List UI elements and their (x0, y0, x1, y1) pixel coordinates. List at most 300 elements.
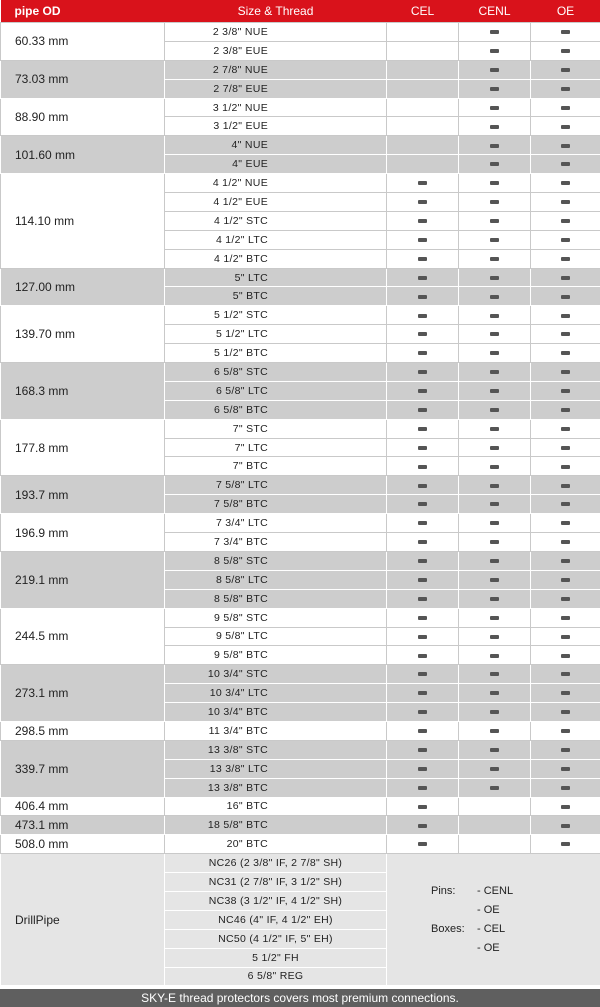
availability-mark-icon (418, 654, 427, 658)
cenl-cell (459, 759, 531, 778)
thread-cell: 9 5/8" STC (165, 608, 387, 627)
table-row (1, 551, 600, 570)
pipe-od-cell: 473.1 mm (1, 816, 165, 835)
pipe-od-cell: 101.60 mm (1, 136, 165, 174)
oe-cell (531, 476, 600, 495)
availability-mark-icon (561, 502, 570, 506)
cenl-cell (459, 306, 531, 325)
availability-mark-icon (490, 30, 499, 34)
pipe-od-cell: 196.9 mm (1, 514, 165, 552)
cenl-cell (459, 495, 531, 514)
drillpipe-row (1, 854, 600, 873)
oe-cell (531, 79, 600, 98)
thread-cell: 4 1/2" EUE (165, 193, 387, 212)
oe-cell (531, 438, 600, 457)
oe-cell (531, 797, 600, 816)
availability-mark-icon (418, 786, 427, 790)
cel-cell (387, 684, 459, 703)
thread-cell: 5 1/2" STC (165, 306, 387, 325)
cenl-cell (459, 174, 531, 193)
oe-cell (531, 98, 600, 117)
drillpipe-thread-cell: NC46 (4" IF, 4 1/2" EH) (165, 910, 387, 929)
thread-cell: 13 3/8" LTC (165, 759, 387, 778)
pipe-od-cell: 339.7 mm (1, 740, 165, 797)
oe-cell (531, 703, 600, 722)
pipe-od-cell: 114.10 mm (1, 174, 165, 268)
thread-cell: 6 5/8" STC (165, 363, 387, 382)
pipe-od-cell: 139.70 mm (1, 306, 165, 363)
cenl-cell (459, 570, 531, 589)
cenl-cell (459, 627, 531, 646)
availability-mark-icon (490, 672, 499, 676)
availability-mark-icon (561, 200, 570, 204)
table-row (1, 797, 600, 816)
oe-cell (531, 344, 600, 363)
col-pipe-od: pipe OD (1, 0, 165, 23)
availability-mark-icon (561, 597, 570, 601)
table-row (1, 363, 600, 382)
availability-mark-icon (418, 295, 427, 299)
cenl-cell (459, 703, 531, 722)
table-row (1, 419, 600, 438)
availability-mark-icon (418, 710, 427, 714)
availability-mark-icon (418, 578, 427, 582)
cel-cell (387, 381, 459, 400)
oe-cell (531, 23, 600, 42)
pipe-od-cell: 177.8 mm (1, 419, 165, 476)
cel-cell (387, 41, 459, 60)
availability-mark-icon (418, 805, 427, 809)
table-row (1, 608, 600, 627)
cenl-cell (459, 400, 531, 419)
thread-cell: 9 5/8" LTC (165, 627, 387, 646)
availability-mark-icon (418, 465, 427, 469)
oe-cell (531, 193, 600, 212)
col-cel: CEL (387, 0, 459, 23)
availability-mark-icon (561, 162, 570, 166)
oe-cell (531, 514, 600, 533)
cel-cell (387, 79, 459, 98)
thread-cell: 4 1/2" LTC (165, 230, 387, 249)
pipe-od-cell: 73.03 mm (1, 60, 165, 98)
cel-cell (387, 400, 459, 419)
thread-cell: 6 5/8" BTC (165, 400, 387, 419)
availability-mark-icon (561, 767, 570, 771)
cenl-cell (459, 533, 531, 552)
thread-cell: 3 1/2" NUE (165, 98, 387, 117)
availability-mark-icon (561, 181, 570, 185)
table-body (1, 23, 600, 986)
pipe-od-cell: 406.4 mm (1, 797, 165, 816)
cel-cell (387, 778, 459, 797)
availability-mark-icon (561, 559, 570, 563)
oe-cell (531, 646, 600, 665)
pipe-od-cell: 88.90 mm (1, 98, 165, 136)
availability-mark-icon (490, 446, 499, 450)
availability-mark-icon (490, 729, 499, 733)
availability-mark-icon (490, 578, 499, 582)
availability-mark-icon (561, 238, 570, 242)
availability-mark-icon (418, 276, 427, 280)
availability-mark-icon (490, 502, 499, 506)
availability-mark-icon (418, 427, 427, 431)
cel-cell (387, 155, 459, 174)
cenl-cell (459, 287, 531, 306)
cenl-cell (459, 41, 531, 60)
availability-mark-icon (418, 389, 427, 393)
cel-cell (387, 60, 459, 79)
availability-mark-icon (490, 351, 499, 355)
availability-mark-icon (561, 257, 570, 261)
pipe-od-cell: 219.1 mm (1, 551, 165, 608)
cenl-cell (459, 419, 531, 438)
oe-cell (531, 457, 600, 476)
oe-cell (531, 363, 600, 382)
thread-cell: 4" EUE (165, 155, 387, 174)
cel-cell (387, 570, 459, 589)
availability-mark-icon (418, 238, 427, 242)
cel-cell (387, 533, 459, 552)
availability-mark-icon (490, 484, 499, 488)
pins-item: - CENL (477, 884, 514, 897)
col-cenl: CENL (459, 0, 531, 23)
cel-cell (387, 325, 459, 344)
cenl-cell (459, 476, 531, 495)
cenl-cell (459, 98, 531, 117)
cenl-cell (459, 740, 531, 759)
thread-cell: 4 1/2" NUE (165, 174, 387, 193)
availability-mark-icon (490, 616, 499, 620)
cel-cell (387, 211, 459, 230)
availability-mark-icon (490, 540, 499, 544)
thread-cell: 8 5/8" LTC (165, 570, 387, 589)
availability-mark-icon (490, 200, 499, 204)
pipe-od-cell: 127.00 mm (1, 268, 165, 306)
cenl-cell (459, 79, 531, 98)
thread-cell: 5" LTC (165, 268, 387, 287)
availability-mark-icon (490, 295, 499, 299)
thread-cell: 4 1/2" STC (165, 211, 387, 230)
footer-note: SKY-E thread protectors covers most premium connections. (0, 989, 600, 1007)
thread-cell: 2 7/8" NUE (165, 60, 387, 79)
availability-mark-icon (490, 748, 499, 752)
cel-cell (387, 665, 459, 684)
availability-mark-icon (561, 332, 570, 336)
availability-mark-icon (561, 295, 570, 299)
availability-mark-icon (561, 710, 570, 714)
cenl-cell (459, 684, 531, 703)
availability-mark-icon (561, 408, 570, 412)
cel-cell (387, 797, 459, 816)
thread-cell: 5 1/2" LTC (165, 325, 387, 344)
thread-cell: 6 5/8" LTC (165, 381, 387, 400)
cenl-cell (459, 589, 531, 608)
availability-mark-icon (490, 68, 499, 72)
availability-mark-icon (490, 181, 499, 185)
table-row (1, 816, 600, 835)
availability-mark-icon (561, 786, 570, 790)
pipe-od-cell: 244.5 mm (1, 608, 165, 665)
thread-cell: 10 3/4" STC (165, 665, 387, 684)
availability-mark-icon (490, 332, 499, 336)
cenl-cell (459, 249, 531, 268)
cel-cell (387, 646, 459, 665)
availability-mark-icon (490, 257, 499, 261)
col-size-thread: Size & Thread (165, 0, 387, 23)
availability-mark-icon (490, 408, 499, 412)
availability-mark-icon (418, 219, 427, 223)
boxes-item: - CEL (477, 922, 506, 935)
availability-mark-icon (418, 484, 427, 488)
cenl-cell (459, 193, 531, 212)
table-row (1, 98, 600, 117)
availability-mark-icon (561, 314, 570, 318)
cenl-cell (459, 325, 531, 344)
oe-cell (531, 533, 600, 552)
oe-cell (531, 627, 600, 646)
availability-mark-icon (490, 144, 499, 148)
thread-cell: 10 3/4" BTC (165, 703, 387, 722)
oe-cell (531, 287, 600, 306)
oe-cell (531, 249, 600, 268)
oe-cell (531, 551, 600, 570)
availability-mark-icon (418, 314, 427, 318)
cenl-cell (459, 514, 531, 533)
cenl-cell (459, 136, 531, 155)
thread-cell: 2 3/8" NUE (165, 23, 387, 42)
pipe-od-cell: 193.7 mm (1, 476, 165, 514)
availability-mark-icon (561, 446, 570, 450)
availability-mark-icon (418, 332, 427, 336)
cel-cell (387, 136, 459, 155)
oe-cell (531, 589, 600, 608)
availability-mark-icon (418, 370, 427, 374)
oe-cell (531, 495, 600, 514)
availability-mark-icon (490, 219, 499, 223)
cenl-cell (459, 117, 531, 136)
availability-mark-icon (418, 597, 427, 601)
availability-mark-icon (418, 446, 427, 450)
drillpipe-label: DrillPipe (1, 854, 165, 986)
cenl-cell (459, 230, 531, 249)
thread-cell: 7" BTC (165, 457, 387, 476)
cenl-cell (459, 381, 531, 400)
boxes-label: Boxes: (431, 922, 465, 935)
availability-mark-icon (561, 842, 570, 846)
oe-cell (531, 41, 600, 60)
cel-cell (387, 457, 459, 476)
availability-mark-icon (418, 181, 427, 185)
availability-mark-icon (490, 389, 499, 393)
cel-cell (387, 249, 459, 268)
oe-cell (531, 570, 600, 589)
drillpipe-thread-cell: 5 1/2" FH (165, 948, 387, 967)
availability-mark-icon (490, 767, 499, 771)
cenl-cell (459, 268, 531, 287)
thread-cell: 7" STC (165, 419, 387, 438)
availability-mark-icon (490, 125, 499, 129)
availability-mark-icon (561, 389, 570, 393)
cel-cell (387, 551, 459, 570)
cel-cell (387, 835, 459, 854)
availability-mark-icon (490, 49, 499, 53)
thread-cell: 4" NUE (165, 136, 387, 155)
table-row (1, 835, 600, 854)
availability-mark-icon (561, 484, 570, 488)
availability-mark-icon (490, 710, 499, 714)
cel-cell (387, 608, 459, 627)
pins-boxes-cell (387, 854, 600, 986)
availability-mark-icon (490, 635, 499, 639)
thread-cell: 7 3/4" LTC (165, 514, 387, 533)
availability-mark-icon (561, 805, 570, 809)
availability-mark-icon (418, 729, 427, 733)
oe-cell (531, 816, 600, 835)
availability-mark-icon (561, 427, 570, 431)
oe-cell (531, 835, 600, 854)
availability-mark-icon (561, 691, 570, 695)
table-row (1, 721, 600, 740)
oe-cell (531, 759, 600, 778)
cenl-cell (459, 363, 531, 382)
pipe-od-cell: 273.1 mm (1, 665, 165, 722)
cenl-cell (459, 23, 531, 42)
thread-cell: 2 7/8" EUE (165, 79, 387, 98)
pins-label: Pins: (431, 884, 456, 897)
availability-mark-icon (418, 748, 427, 752)
oe-cell (531, 400, 600, 419)
cel-cell (387, 740, 459, 759)
table-row (1, 740, 600, 759)
pins-item: - OE (477, 903, 500, 916)
pipe-od-cell: 168.3 mm (1, 363, 165, 420)
pipe-od-cell: 298.5 mm (1, 721, 165, 740)
availability-mark-icon (561, 219, 570, 223)
availability-mark-icon (490, 370, 499, 374)
availability-mark-icon (490, 314, 499, 318)
cenl-cell (459, 797, 531, 816)
oe-cell (531, 665, 600, 684)
oe-cell (531, 608, 600, 627)
oe-cell (531, 117, 600, 136)
thread-cell: 13 3/8" STC (165, 740, 387, 759)
table-row (1, 514, 600, 533)
availability-mark-icon (561, 578, 570, 582)
availability-mark-icon (561, 87, 570, 91)
thread-cell: 5 1/2" BTC (165, 344, 387, 363)
availability-mark-icon (418, 691, 427, 695)
availability-mark-icon (418, 824, 427, 828)
thread-cell: 7" LTC (165, 438, 387, 457)
availability-mark-icon (561, 616, 570, 620)
oe-cell (531, 721, 600, 740)
availability-mark-icon (418, 767, 427, 771)
drillpipe-thread-cell: NC38 (3 1/2" IF, 4 1/2" SH) (165, 891, 387, 910)
cel-cell (387, 344, 459, 363)
cel-cell (387, 268, 459, 287)
cel-cell (387, 514, 459, 533)
oe-cell (531, 230, 600, 249)
availability-mark-icon (490, 465, 499, 469)
thread-cell: 7 3/4" BTC (165, 533, 387, 552)
availability-mark-icon (418, 351, 427, 355)
availability-mark-icon (561, 635, 570, 639)
thread-cell: 10 3/4" LTC (165, 684, 387, 703)
availability-mark-icon (418, 559, 427, 563)
availability-mark-icon (561, 144, 570, 148)
availability-mark-icon (490, 559, 499, 563)
table-row (1, 268, 600, 287)
cenl-cell (459, 778, 531, 797)
availability-mark-icon (490, 691, 499, 695)
availability-mark-icon (561, 68, 570, 72)
cel-cell (387, 721, 459, 740)
oe-cell (531, 306, 600, 325)
cel-cell (387, 589, 459, 608)
table-row (1, 665, 600, 684)
thread-cell: 8 5/8" STC (165, 551, 387, 570)
thread-cell: 5" BTC (165, 287, 387, 306)
thread-cell: 9 5/8" BTC (165, 646, 387, 665)
cenl-cell (459, 60, 531, 79)
availability-mark-icon (418, 521, 427, 525)
cenl-cell (459, 608, 531, 627)
availability-mark-icon (418, 408, 427, 412)
availability-mark-icon (561, 540, 570, 544)
availability-mark-icon (418, 257, 427, 261)
thread-cell: 3 1/2" EUE (165, 117, 387, 136)
availability-mark-icon (561, 276, 570, 280)
thread-cell: 7 5/8" BTC (165, 495, 387, 514)
thread-cell: 11 3/4" BTC (165, 721, 387, 740)
availability-mark-icon (490, 276, 499, 280)
availability-mark-icon (418, 616, 427, 620)
cel-cell (387, 419, 459, 438)
cel-cell (387, 193, 459, 212)
availability-mark-icon (418, 540, 427, 544)
cenl-cell (459, 551, 531, 570)
oe-cell (531, 419, 600, 438)
cenl-cell (459, 646, 531, 665)
cel-cell (387, 627, 459, 646)
thread-cell: 4 1/2" BTC (165, 249, 387, 268)
oe-cell (531, 155, 600, 174)
cel-cell (387, 476, 459, 495)
oe-cell (531, 211, 600, 230)
pins-boxes-note (387, 882, 600, 958)
availability-mark-icon (418, 842, 427, 846)
table-header (1, 0, 600, 23)
thread-cell: 8 5/8" BTC (165, 589, 387, 608)
cel-cell (387, 495, 459, 514)
availability-mark-icon (490, 654, 499, 658)
cel-cell (387, 230, 459, 249)
cenl-cell (459, 457, 531, 476)
cel-cell (387, 174, 459, 193)
cenl-cell (459, 344, 531, 363)
cenl-cell (459, 665, 531, 684)
availability-mark-icon (490, 162, 499, 166)
availability-mark-icon (561, 106, 570, 110)
pipe-od-cell: 508.0 mm (1, 835, 165, 854)
table-row (1, 306, 600, 325)
cenl-cell (459, 155, 531, 174)
availability-mark-icon (561, 729, 570, 733)
table-row (1, 136, 600, 155)
oe-cell (531, 136, 600, 155)
thread-cell: 16" BTC (165, 797, 387, 816)
thread-cell: 20" BTC (165, 835, 387, 854)
